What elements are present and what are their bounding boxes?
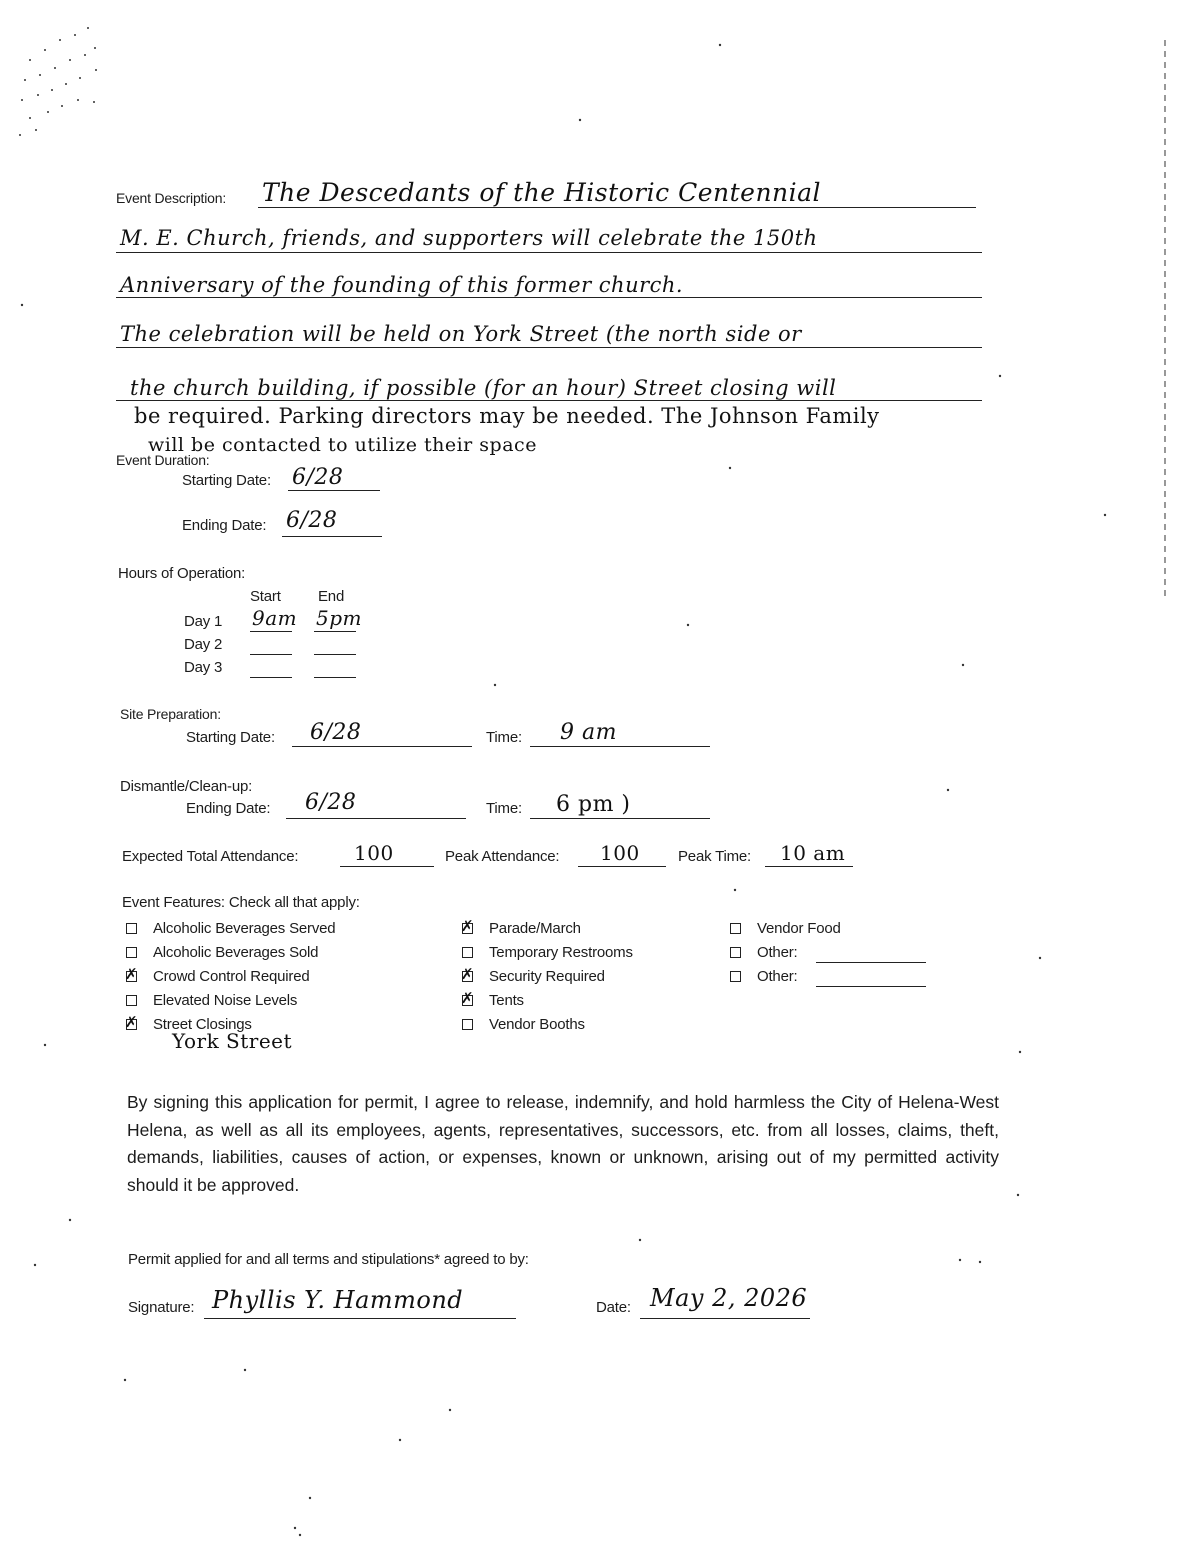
feature-checkbox[interactable]: [126, 947, 137, 958]
description-text-6: be required. Parking directors may be needed. The Johnson Family: [134, 404, 880, 428]
features-label: Event Features: Check all that apply:: [122, 894, 360, 911]
site-prep-date-line: [292, 746, 472, 747]
date-value: May 2, 2026: [650, 1284, 808, 1312]
day-1-end: 5pm: [316, 606, 362, 630]
day-3-end-line: [314, 677, 356, 678]
site-prep-time-line: [530, 746, 710, 747]
description-line-2: [116, 252, 982, 253]
feature-label: Temporary Restrooms: [489, 944, 633, 961]
peak-attendance-line: [578, 866, 666, 867]
feature-label: Street Closings: [153, 1016, 252, 1033]
site-prep-time-value: 9 am: [560, 720, 617, 745]
feature-label: Tents: [489, 992, 524, 1009]
description-line-1: [258, 207, 976, 208]
day-1-label: Day 1: [184, 613, 223, 630]
start-header: Start: [250, 588, 281, 605]
signature-label: Signature:: [128, 1299, 195, 1316]
site-prep-time-label: Time:: [486, 729, 522, 746]
description-text-1: The Descedants of the Historic Centennial: [262, 178, 822, 207]
other-line: [816, 986, 926, 987]
peak-attendance-label: Peak Attendance:: [445, 848, 560, 865]
feature-checkbox[interactable]: [730, 923, 741, 934]
total-attendance-value: 100: [354, 841, 394, 865]
dismantle-time-label: Time:: [486, 800, 522, 817]
day-3-start-line: [250, 677, 292, 678]
feature-label: Vendor Food: [757, 920, 841, 937]
checkmark-icon: ✗: [461, 917, 474, 935]
ending-date-label: Ending Date:: [182, 517, 267, 534]
feature-label: Alcoholic Beverages Sold: [153, 944, 319, 961]
peak-time-line: [765, 866, 853, 867]
day-2-label: Day 2: [184, 636, 223, 653]
dismantle-date-label: Ending Date:: [186, 800, 271, 817]
starting-date-value: 6/28: [292, 465, 344, 490]
release-paragraph: By signing this application for permit, I agree to release, indemnify, and hold harmless the City of Helena-West Helena, as well as all its employees, agents, representatives, successors, etc. from all losses, claims, theft, demands, liabilities, causes of action, or expenses, known or unknown, arising out of my permitted activity should it be approved.: [127, 1092, 999, 1195]
street-closing-note: York Street: [172, 1029, 293, 1053]
peak-time-label: Peak Time:: [678, 848, 752, 865]
peak-attendance-value: 100: [600, 841, 640, 865]
total-attendance-label: Expected Total Attendance:: [122, 848, 299, 865]
end-header: End: [318, 588, 345, 605]
ending-date-line: [282, 536, 382, 537]
description-line-3: [116, 297, 982, 298]
date-label: Date:: [596, 1299, 631, 1316]
feature-label: Alcoholic Beverages Served: [153, 920, 336, 937]
day-2-start-line: [250, 654, 292, 655]
feature-checkbox[interactable]: [462, 947, 473, 958]
feature-label: Parade/March: [489, 920, 581, 937]
ending-date-value: 6/28: [286, 508, 338, 533]
total-attendance-line: [340, 866, 434, 867]
starting-date-line: [288, 490, 380, 491]
dismantle-time-line: [530, 818, 710, 819]
checkmark-icon: ✗: [461, 989, 474, 1007]
checkmark-icon: ✗: [125, 1013, 138, 1031]
feature-checkbox[interactable]: [126, 995, 137, 1006]
feature-label: Other:: [757, 944, 798, 961]
description-text-2: M. E. Church, friends, and supporters will celebrate the 150th: [120, 226, 818, 250]
feature-label: Security Required: [489, 968, 605, 985]
signature-line: [204, 1318, 516, 1319]
day-2-end-line: [314, 654, 356, 655]
dismantle-label: Dismantle/Clean-up:: [120, 778, 253, 795]
description-line-5: [116, 400, 982, 401]
checkmark-icon: ✗: [461, 965, 474, 983]
description-line-4: [116, 347, 982, 348]
checkmark-icon: ✗: [125, 965, 138, 983]
description-text-4: The celebration will be held on York Street (the north side or: [120, 322, 802, 346]
feature-checkbox[interactable]: [730, 971, 741, 982]
event-duration-label: Event Duration:: [116, 452, 210, 468]
day-1-end-line: [314, 631, 356, 632]
dismantle-date-value: 6/28: [305, 790, 357, 815]
agreement-label: Permit applied for and all terms and stipulations* agreed to by:: [128, 1251, 529, 1268]
site-prep-label: Site Preparation:: [120, 706, 221, 722]
signature-value: Phyllis Y. Hammond: [212, 1286, 464, 1314]
site-prep-date-value: 6/28: [310, 720, 362, 745]
other-line: [816, 962, 926, 963]
description-text-5: the church building, if possible (for an hour) Street closing will: [130, 376, 837, 400]
feature-checkbox[interactable]: [462, 1019, 473, 1030]
day-1-start: 9am: [252, 606, 298, 630]
event-description-label: Event Description:: [116, 190, 227, 206]
dismantle-date-line: [286, 818, 466, 819]
hours-label: Hours of Operation:: [118, 565, 246, 582]
feature-checkbox[interactable]: [126, 923, 137, 934]
feature-label: Vendor Booths: [489, 1016, 585, 1033]
feature-label: Elevated Noise Levels: [153, 992, 298, 1009]
day-3-label: Day 3: [184, 659, 223, 676]
feature-checkbox[interactable]: [730, 947, 741, 958]
day-1-start-line: [250, 631, 292, 632]
dismantle-time-value: 6 pm ): [556, 792, 631, 817]
feature-label: Other:: [757, 968, 798, 985]
starting-date-label: Starting Date:: [182, 472, 271, 489]
date-line: [640, 1318, 810, 1319]
peak-time-value: 10 am: [780, 841, 846, 865]
feature-label: Crowd Control Required: [153, 968, 310, 985]
description-text-3: Anniversary of the founding of this former church.: [120, 273, 684, 297]
site-prep-date-label: Starting Date:: [186, 729, 275, 746]
description-text-7: will be contacted to utilize their space: [148, 434, 537, 456]
